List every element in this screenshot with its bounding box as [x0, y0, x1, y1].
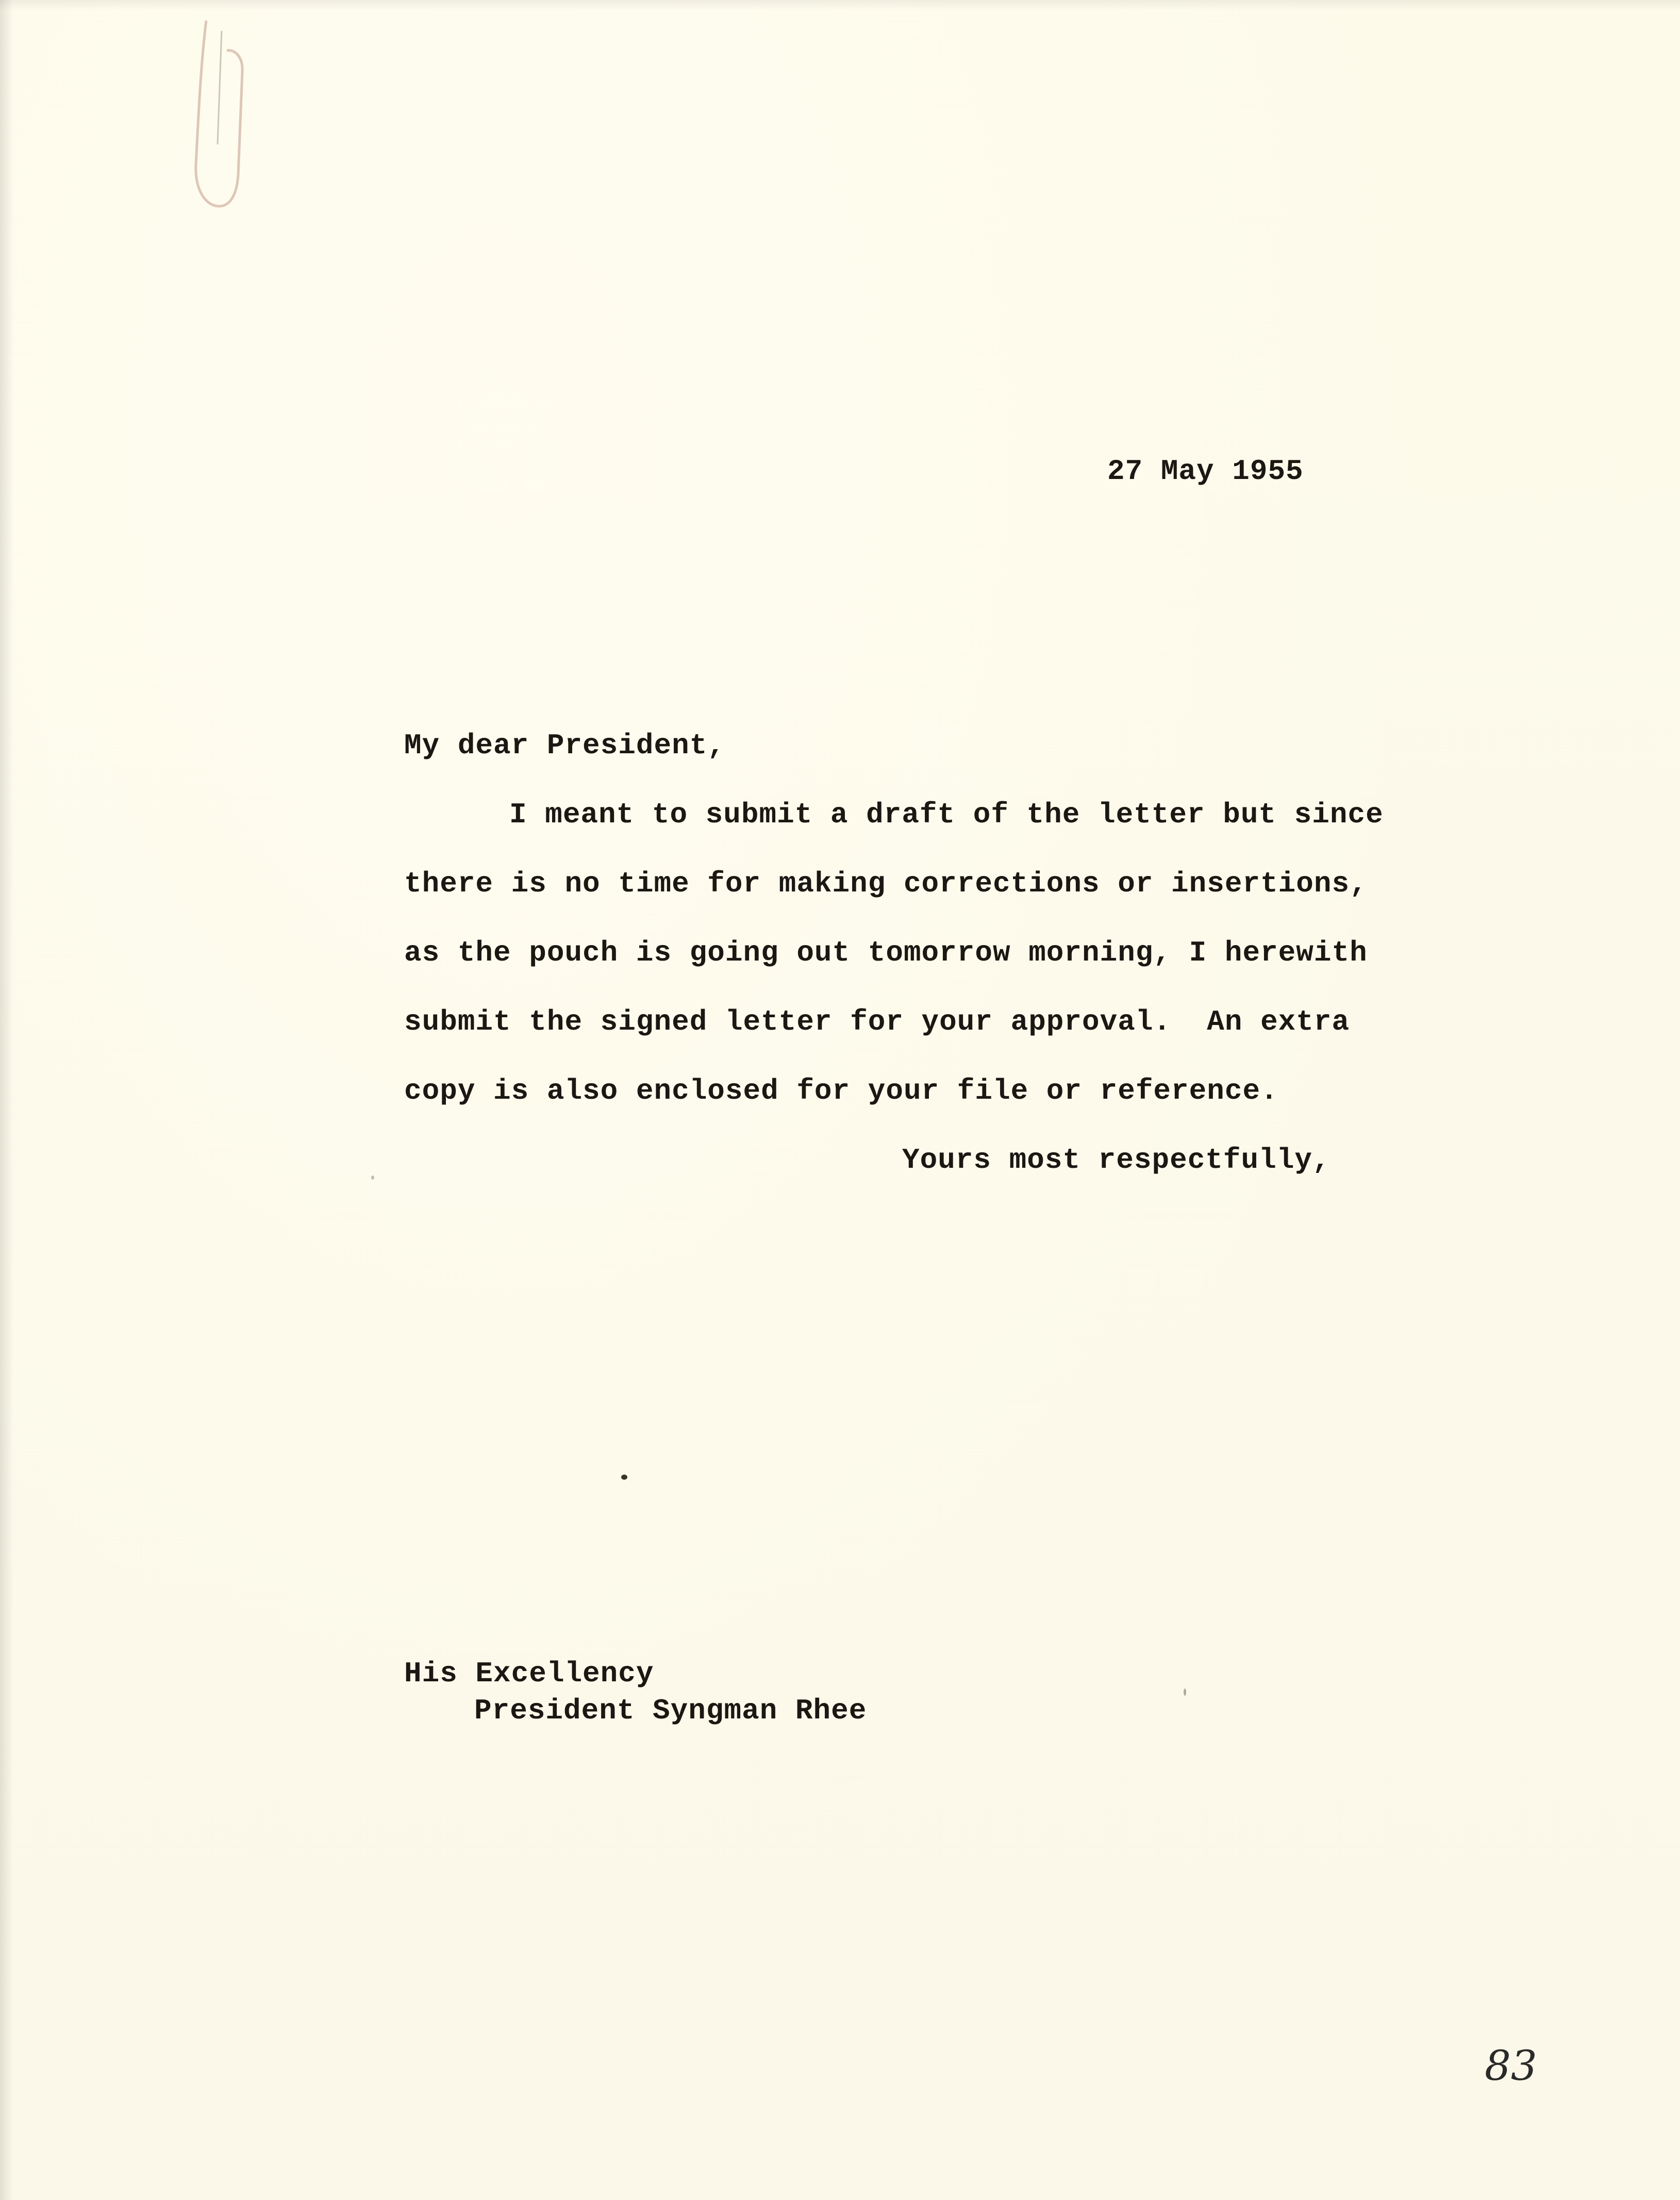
scan-shadow-left: [0, 0, 13, 2200]
body-line-4: submit the signed letter for your approval. An extra: [404, 1005, 1350, 1038]
salutation: My dear President,: [404, 729, 725, 762]
body-line-1: I meant to submit a draft of the letter but since: [509, 798, 1384, 831]
addressee-line-2: President Syngman Rhee: [474, 1694, 867, 1727]
paperclip-mark-icon: [170, 10, 263, 217]
scan-shadow-top: [0, 0, 1680, 10]
body-line-2: there is no time for making corrections or insertions,: [404, 867, 1368, 900]
handwritten-page-mark: 83: [1485, 2042, 1537, 2090]
ink-speck: [621, 1475, 627, 1480]
body-line-5: copy is also enclosed for your file or reference.: [404, 1074, 1278, 1107]
ink-speck: [1184, 1689, 1186, 1696]
addressee-line-1: His Excellency: [404, 1657, 654, 1690]
ink-speck: [371, 1176, 374, 1180]
letter-date: 27 May 1955: [1107, 455, 1304, 488]
body-line-3: as the pouch is going out tomorrow morning, I herewith: [404, 936, 1368, 969]
closing: Yours most respectfully,: [902, 1144, 1330, 1177]
